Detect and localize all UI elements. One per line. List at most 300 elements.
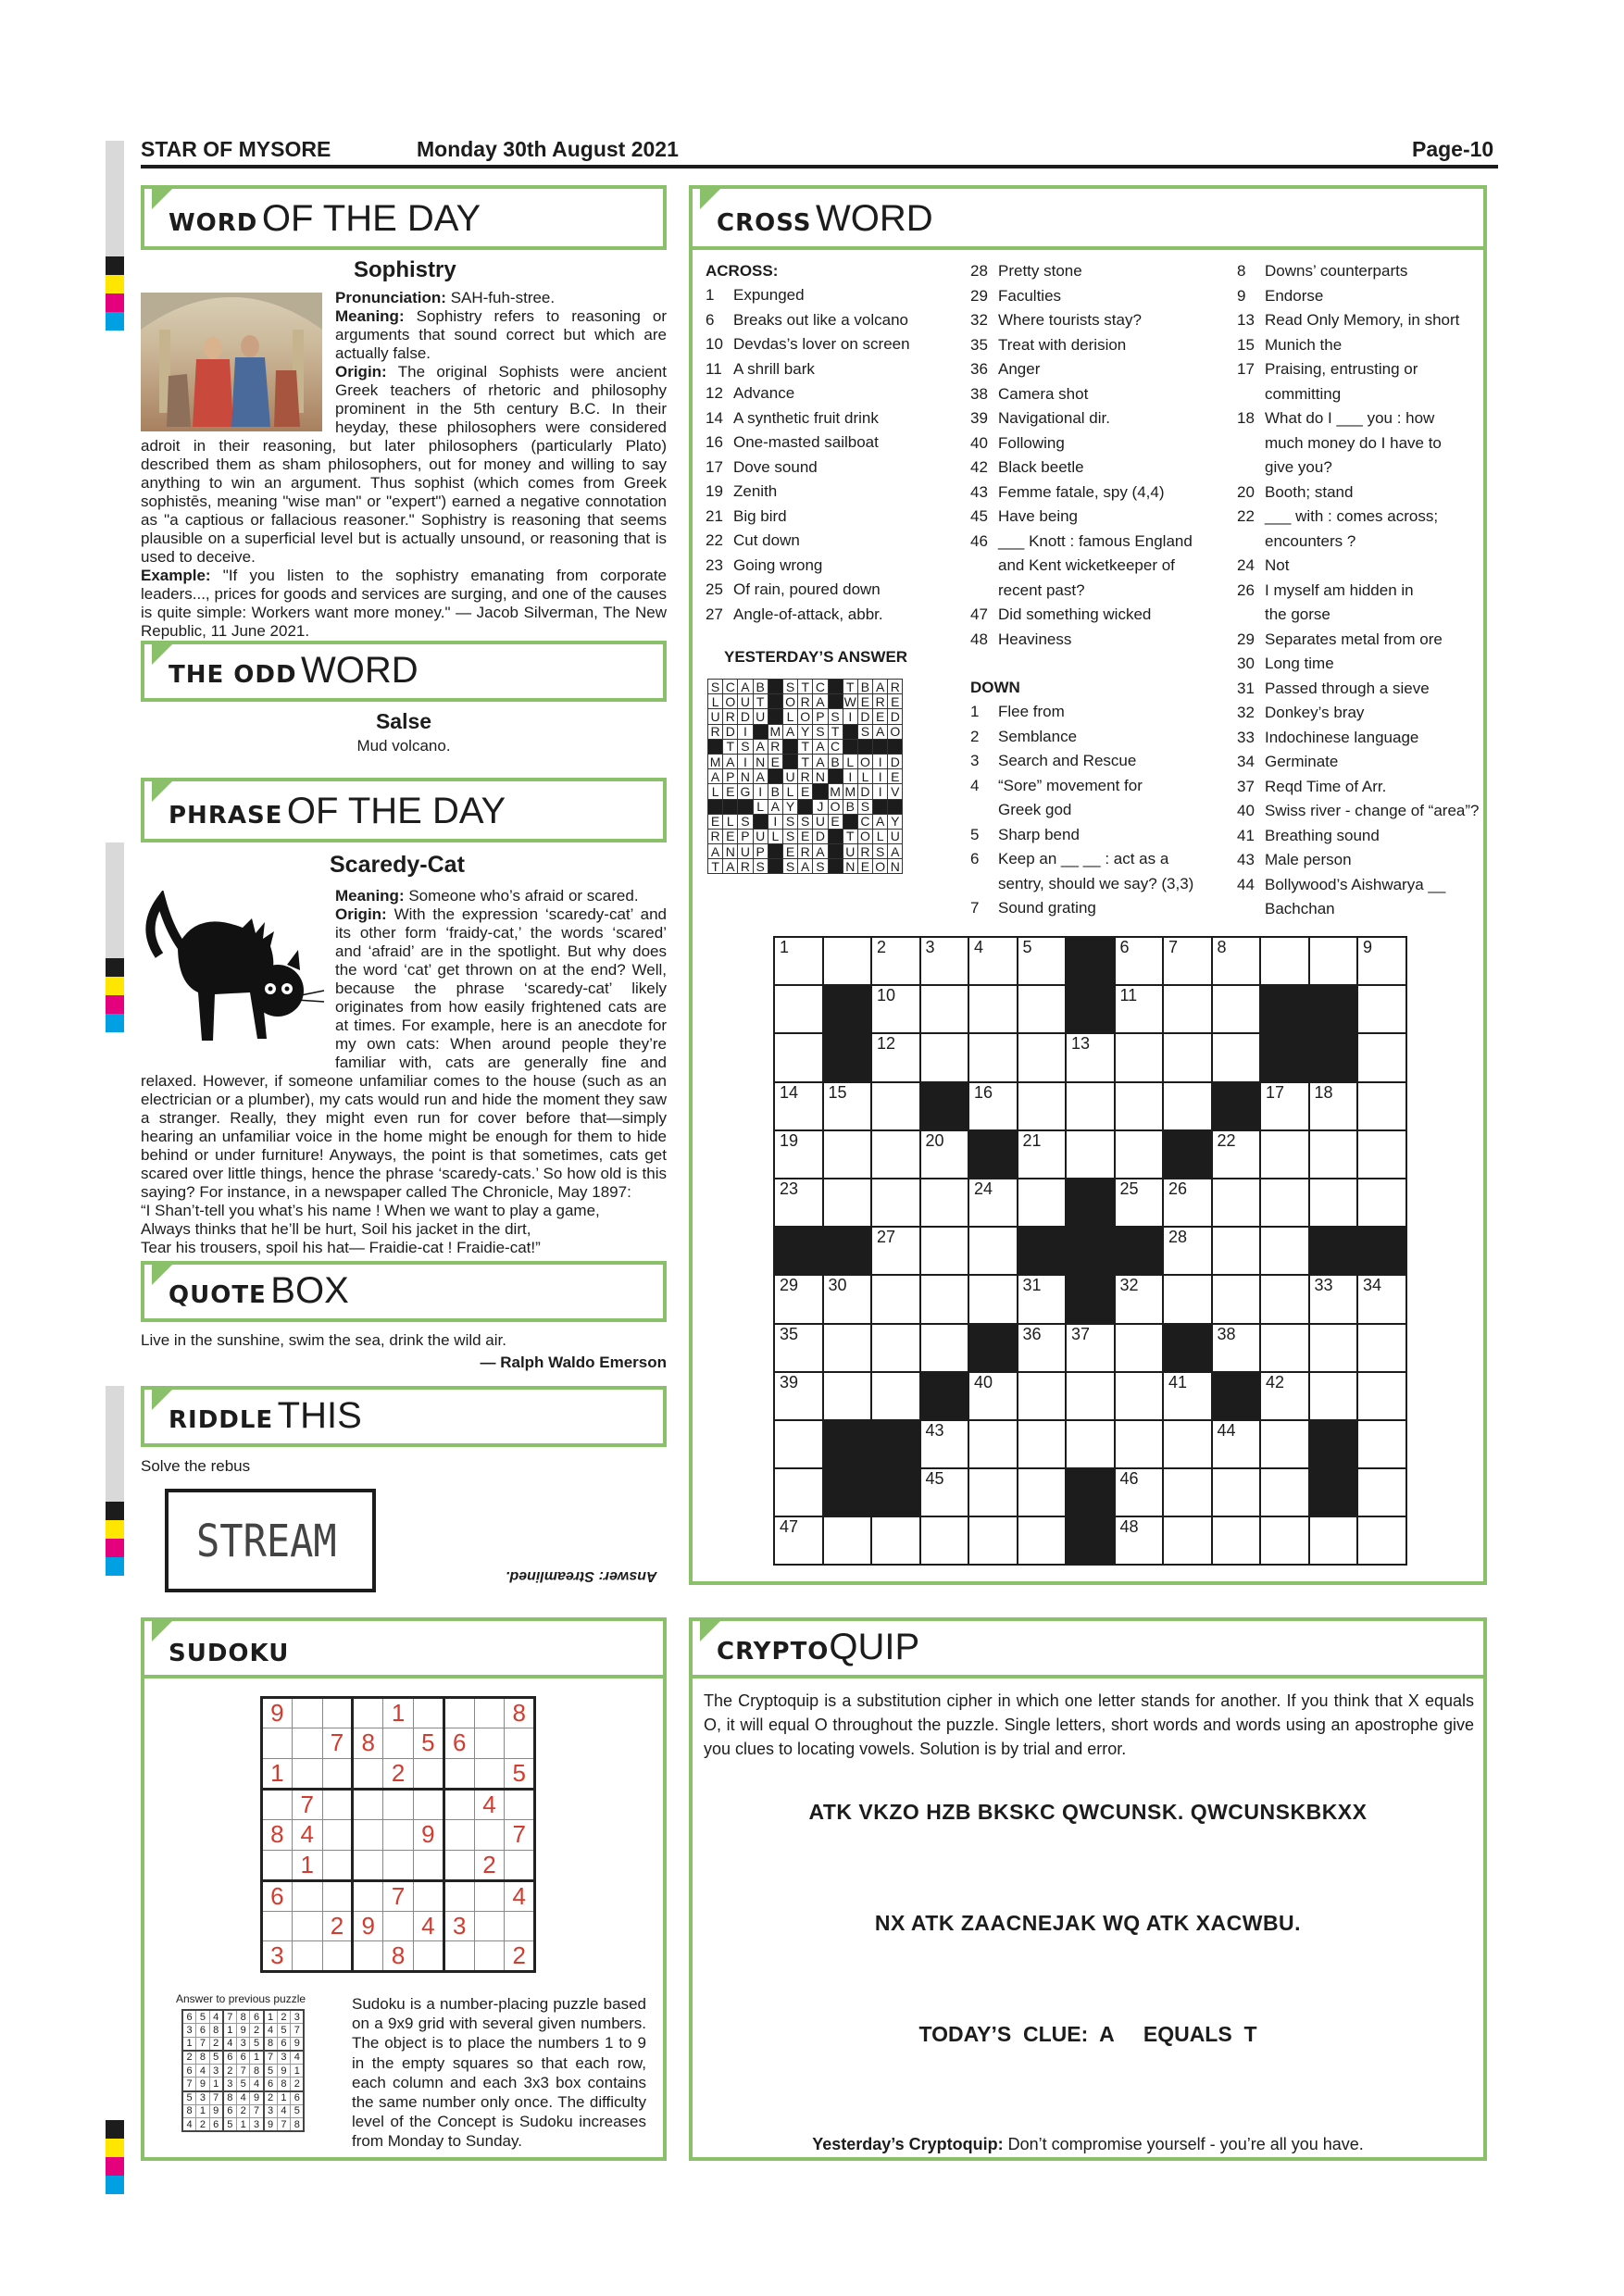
black-square — [968, 1130, 1018, 1179]
sudoku-cell[interactable] — [262, 1911, 293, 1941]
crossword-cell[interactable] — [1115, 1468, 1164, 1516]
answer-cell: A — [708, 844, 723, 859]
sudoku-cell: 2 — [383, 1758, 414, 1789]
crossword-cell[interactable] — [920, 1179, 969, 1227]
sudoku-cell[interactable] — [383, 1911, 414, 1941]
crossword-cell[interactable] — [920, 937, 969, 985]
crossword-cell[interactable] — [774, 1420, 823, 1468]
sudoku-cell[interactable] — [383, 1850, 414, 1880]
clue-text: Of rain, poured down — [733, 580, 881, 598]
sudoku-cell[interactable] — [474, 1758, 505, 1789]
crossword-cell[interactable] — [1163, 1468, 1212, 1516]
crossword-cell[interactable] — [1260, 1468, 1309, 1516]
sudoku-cell: 3 — [236, 2037, 250, 2051]
clue-number: 6 — [970, 850, 980, 867]
sudoku-cell[interactable] — [474, 1911, 505, 1941]
sudoku-cell[interactable] — [443, 1698, 474, 1728]
crossword-cell[interactable] — [1260, 1420, 1309, 1468]
answer-cell: P — [723, 769, 738, 784]
crossword-cell[interactable] — [1018, 1082, 1067, 1130]
sudoku-cell[interactable] — [443, 1850, 474, 1880]
crossword-cell[interactable] — [774, 1372, 823, 1420]
clue-text: Black beetle — [998, 458, 1084, 476]
sudoku-cell[interactable] — [353, 1758, 383, 1789]
answer-cell: E — [857, 859, 872, 874]
crossword-cell[interactable] — [1212, 1275, 1261, 1323]
answer-cell: S — [813, 859, 828, 874]
sudoku-cell: 1 — [383, 1698, 414, 1728]
sudoku-cell[interactable] — [353, 1880, 383, 1911]
crossword-cell[interactable] — [1212, 1033, 1261, 1081]
crossword-cell[interactable] — [920, 1468, 969, 1516]
crossword-cell[interactable] — [1115, 1033, 1164, 1081]
cell-number: 6 — [1119, 938, 1130, 956]
sudoku-cell[interactable] — [322, 1880, 353, 1911]
crossword-cell[interactable] — [1357, 1324, 1406, 1372]
label: Meaning: — [335, 307, 405, 325]
answer-cell: S — [813, 724, 828, 739]
cell-number: 30 — [828, 1276, 847, 1295]
crossword-cell[interactable] — [823, 1516, 872, 1565]
clue-text: Downs’ counterparts — [1265, 262, 1408, 280]
black-square — [843, 724, 857, 739]
sudoku-cell[interactable] — [292, 1880, 322, 1911]
cell-number: 43 — [925, 1420, 944, 1440]
sudoku-cell[interactable] — [292, 1941, 322, 1972]
crossword-cell[interactable] — [1357, 1372, 1406, 1420]
sudoku-cell: 6 — [182, 2064, 196, 2078]
crossword-cell[interactable] — [1115, 985, 1164, 1033]
crossword-cell[interactable] — [1163, 1420, 1212, 1468]
black-square — [1357, 1227, 1406, 1275]
answer-cell: E — [857, 694, 872, 709]
answer-cell: A — [723, 859, 738, 874]
crossword-cell[interactable] — [968, 1275, 1018, 1323]
section-title: QUOTE — [169, 1281, 267, 1309]
clue-number: 3 — [970, 752, 980, 769]
crossword-cell[interactable] — [1260, 937, 1309, 985]
crossword-cell[interactable] — [1018, 1468, 1067, 1516]
poem-line: Always thinks that he’ll be hurt, Soil his jacket in the dirt, — [141, 1220, 531, 1238]
clue — [1237, 824, 1479, 849]
clue-text: Male person — [1265, 851, 1352, 868]
crossword-cell[interactable] — [1260, 1516, 1309, 1565]
rebus-word: STREAM — [196, 1515, 337, 1567]
crossword-cell[interactable] — [1066, 1324, 1115, 1372]
crossword-cell[interactable] — [968, 985, 1018, 1033]
sudoku-cell: 1 — [262, 1758, 293, 1789]
crossword-cell[interactable] — [871, 1033, 920, 1081]
crossword-cell[interactable] — [1212, 1420, 1261, 1468]
sudoku-cell[interactable] — [413, 1880, 443, 1911]
crossword-cell[interactable] — [871, 1516, 920, 1565]
clue — [1237, 726, 1479, 751]
answer-cell: M — [843, 784, 857, 799]
label: Example: — [141, 567, 211, 584]
crossword-cell[interactable] — [968, 1420, 1018, 1468]
crossword-cell[interactable] — [968, 1372, 1018, 1420]
sudoku-cell[interactable] — [262, 1728, 293, 1759]
answer-cell: V — [888, 784, 903, 799]
crossword-cell[interactable] — [1066, 1033, 1115, 1081]
crossword-cell[interactable] — [1260, 1179, 1309, 1227]
sudoku-cell[interactable] — [262, 1850, 293, 1880]
answer-cell: Y — [798, 724, 813, 739]
clue-text: Read Only Memory, in short — [1265, 311, 1460, 329]
crossword-cell[interactable] — [1066, 1372, 1115, 1420]
crossword-cell[interactable] — [774, 1516, 823, 1565]
crossword-cell[interactable] — [774, 1082, 823, 1130]
sudoku-cell[interactable] — [413, 1758, 443, 1789]
sudoku-cell[interactable] — [353, 1941, 383, 1972]
crossword-cell[interactable] — [1309, 937, 1358, 985]
crossword-cell[interactable] — [968, 1516, 1018, 1565]
clue-text: Going wrong — [733, 555, 823, 574]
crossword-cell[interactable] — [1357, 1420, 1406, 1468]
crossword-cell[interactable] — [774, 1179, 823, 1227]
answer-cell: A — [738, 680, 753, 694]
crossword-cell[interactable] — [1357, 1033, 1406, 1081]
sudoku-cell[interactable] — [505, 1850, 535, 1880]
sudoku-cell[interactable] — [322, 1758, 353, 1789]
crossword-cell[interactable] — [968, 1179, 1018, 1227]
sudoku-cell[interactable] — [443, 1758, 474, 1789]
crossword-cell[interactable] — [920, 985, 969, 1033]
clue — [970, 847, 1193, 872]
sudoku-cell[interactable] — [292, 1698, 322, 1728]
crossword-cell[interactable] — [871, 1275, 920, 1323]
crossword-cell[interactable] — [1115, 1179, 1164, 1227]
crossword-cell[interactable] — [1115, 1324, 1164, 1372]
crossword-cell[interactable] — [920, 1130, 969, 1179]
clue — [1237, 677, 1479, 702]
crossword-cell[interactable] — [871, 1179, 920, 1227]
clue-text: A shrill bark — [733, 359, 815, 378]
crossword-cell[interactable] — [823, 1179, 872, 1227]
sudoku-cell[interactable] — [322, 1789, 353, 1819]
clue-text: Angle-of-attack, abbr. — [733, 605, 883, 623]
crossword-cell[interactable] — [871, 985, 920, 1033]
sudoku-cell[interactable] — [322, 1850, 353, 1880]
phrase-of-day: Scaredy-Cat — [330, 852, 465, 878]
crossword-cell[interactable] — [774, 1275, 823, 1323]
crossword-cell[interactable] — [1260, 1275, 1309, 1323]
crossword-cell[interactable] — [823, 1275, 872, 1323]
crossword-cell[interactable] — [1066, 1420, 1115, 1468]
crossword-cell[interactable] — [1309, 1372, 1358, 1420]
label: Yesterday’s Cryptoquip: — [812, 2135, 1004, 2153]
crossword-cell[interactable] — [1212, 1324, 1261, 1372]
sudoku-cell[interactable] — [443, 1941, 474, 1972]
crossword-cell[interactable] — [774, 985, 823, 1033]
sudoku-cell[interactable] — [292, 1728, 322, 1759]
sudoku-cell[interactable] — [322, 1698, 353, 1728]
crossword-cell[interactable] — [774, 937, 823, 985]
crossword-cell[interactable] — [1357, 1082, 1406, 1130]
clue — [706, 578, 910, 603]
crossword-grid — [773, 936, 1407, 1566]
crossword-cell[interactable] — [823, 1324, 872, 1372]
crossword-cell[interactable] — [1357, 985, 1406, 1033]
sudoku-cell[interactable] — [474, 1819, 505, 1850]
crossword-cell[interactable] — [1260, 1227, 1309, 1275]
sudoku-cell: 1 — [196, 2104, 210, 2118]
crossword-cell[interactable] — [774, 1130, 823, 1179]
sudoku-cell[interactable] — [292, 1911, 322, 1941]
cell-number: 22 — [1217, 1130, 1236, 1150]
black-square — [1260, 1033, 1309, 1081]
crossword-cell[interactable] — [1115, 937, 1164, 985]
crossword-cell[interactable] — [1115, 1130, 1164, 1179]
sudoku-cell: 8 — [182, 2104, 196, 2118]
crossword-cell[interactable] — [1357, 1516, 1406, 1565]
crossword-cell[interactable] — [1357, 937, 1406, 985]
crossword-cell[interactable] — [871, 1227, 920, 1275]
crossword-cell[interactable] — [1018, 1179, 1067, 1227]
crossword-cell[interactable] — [1018, 937, 1067, 985]
crossword-cell[interactable] — [1066, 1082, 1115, 1130]
crossword-cell[interactable] — [1163, 1227, 1212, 1275]
answer-cell: I — [738, 754, 753, 768]
sudoku-cell[interactable] — [413, 1789, 443, 1819]
sudoku-cell[interactable] — [353, 1819, 383, 1850]
crossword-cell[interactable] — [920, 1516, 969, 1565]
crossword-cell[interactable] — [1115, 1082, 1164, 1130]
crossword-cell[interactable] — [774, 1468, 823, 1516]
crossword-cell[interactable] — [1163, 1082, 1212, 1130]
crossword-cell[interactable] — [1260, 1372, 1309, 1420]
color-registration-mark — [106, 2120, 124, 2194]
answer-cell: T — [753, 694, 768, 709]
crossword-cell[interactable] — [871, 937, 920, 985]
crossword-cell[interactable] — [1018, 1324, 1067, 1372]
crossword-cell[interactable] — [1212, 1516, 1261, 1565]
crossword-cell[interactable] — [1018, 1033, 1067, 1081]
answer-cell: I — [843, 709, 857, 724]
clue — [706, 505, 910, 530]
sudoku-cell: 6 — [291, 2091, 305, 2105]
sudoku-cell[interactable] — [474, 1698, 505, 1728]
crossword-cell[interactable] — [871, 1372, 920, 1420]
sudoku-cell[interactable] — [413, 1941, 443, 1972]
crossword-cell[interactable] — [1163, 1372, 1212, 1420]
crossword-cell[interactable] — [1163, 937, 1212, 985]
clue-text: Flee from — [998, 703, 1065, 720]
crossword-cell[interactable] — [1212, 1130, 1261, 1179]
sudoku-cell[interactable] — [262, 1789, 293, 1819]
crossword-cell[interactable] — [1018, 985, 1067, 1033]
answer-cell: L — [873, 829, 888, 843]
crossword-cell[interactable] — [1163, 1179, 1212, 1227]
sudoku-cell[interactable] — [322, 1941, 353, 1972]
clue-text: recent past? — [998, 580, 1085, 599]
crossword-cell[interactable] — [968, 1082, 1018, 1130]
clue-text: committing — [1265, 384, 1342, 403]
crossword-cell[interactable] — [823, 1082, 872, 1130]
crossword-cell[interactable] — [1357, 1179, 1406, 1227]
black-square — [768, 694, 782, 709]
sudoku-cell[interactable] — [505, 1728, 535, 1759]
cryptoquip-yesterday — [689, 2135, 1487, 2154]
crossword-cell[interactable] — [1018, 1130, 1067, 1179]
clue — [970, 749, 1193, 774]
crossword-cell[interactable] — [871, 1324, 920, 1372]
crossword-cell[interactable] — [920, 1420, 969, 1468]
sudoku-cell[interactable] — [443, 1819, 474, 1850]
answer-cell: B — [768, 784, 782, 799]
sudoku-cell[interactable] — [353, 1850, 383, 1880]
crossword-cell[interactable] — [1115, 1275, 1164, 1323]
clue — [706, 308, 910, 333]
sudoku-cell[interactable] — [353, 1698, 383, 1728]
crossword-cell[interactable] — [1260, 1130, 1309, 1179]
sudoku-cell: 6 — [196, 2024, 210, 2038]
crossword-cell[interactable] — [1163, 1275, 1212, 1323]
answer-cell: S — [798, 814, 813, 829]
answer-cell: E — [768, 754, 782, 768]
sudoku-cell[interactable] — [443, 1789, 474, 1819]
answer-cell: B — [857, 680, 872, 694]
crossword-cell[interactable] — [920, 1324, 969, 1372]
crossword-cell[interactable] — [1309, 1082, 1358, 1130]
clue-number: 47 — [970, 605, 988, 623]
answer-cell: A — [813, 844, 828, 859]
crossword-cell[interactable] — [823, 1372, 872, 1420]
crossword-cell[interactable] — [871, 1130, 920, 1179]
clue-text: Booth; stand — [1265, 482, 1354, 501]
sudoku-cell[interactable] — [292, 1758, 322, 1789]
clue-text: Bollywood’s Aishwarya __ — [1265, 875, 1446, 893]
crossword-cell[interactable] — [1309, 1324, 1358, 1372]
sudoku-cell: 3 — [209, 2064, 223, 2078]
crossword-cell[interactable] — [1260, 1324, 1309, 1372]
sudoku-cell: 9 — [250, 2091, 264, 2105]
clue — [1237, 480, 1479, 505]
answer-cell: R — [708, 829, 723, 843]
clue-text: Expunged — [733, 286, 805, 304]
crossword-cell[interactable] — [920, 1033, 969, 1081]
section-title: WORD — [169, 209, 258, 237]
crossword-cell[interactable] — [968, 1468, 1018, 1516]
answer-cell: D — [888, 754, 903, 768]
clue-text: Germinate — [1265, 753, 1339, 770]
sudoku-cell[interactable] — [505, 1911, 535, 1941]
crossword-cell[interactable] — [1163, 1033, 1212, 1081]
crossword-cell[interactable] — [1018, 1372, 1067, 1420]
clue — [706, 455, 910, 480]
crossword-cell[interactable] — [1212, 985, 1261, 1033]
crossword-cell[interactable] — [968, 1033, 1018, 1081]
clue-number: 42 — [970, 458, 988, 476]
sudoku-cell: 5 — [250, 2037, 264, 2051]
black-square — [1066, 1516, 1115, 1565]
sudoku-cell[interactable] — [443, 1880, 474, 1911]
crossword-cell[interactable] — [920, 1227, 969, 1275]
clue — [970, 382, 1193, 407]
sudoku-cell[interactable] — [383, 1728, 414, 1759]
crossword-cell[interactable] — [1212, 1227, 1261, 1275]
sudoku-cell[interactable] — [322, 1819, 353, 1850]
answer-cell: P — [738, 829, 753, 843]
sudoku-cell: 5 — [182, 2091, 196, 2105]
crossword-cell[interactable] — [968, 937, 1018, 985]
sudoku-cell[interactable] — [353, 1789, 383, 1819]
crossword-cell[interactable] — [1066, 1130, 1115, 1179]
crossword-cell[interactable] — [1309, 1516, 1358, 1565]
crossword-cell[interactable] — [823, 937, 872, 985]
answer-cell: S — [708, 680, 723, 694]
clue-text: Treat with derision — [998, 335, 1127, 354]
crossword-cell[interactable] — [1212, 1179, 1261, 1227]
sudoku-cell: 4 — [196, 2064, 210, 2078]
crossword-cell[interactable] — [823, 1130, 872, 1179]
answer-cell: I — [873, 754, 888, 768]
clue-text: Praising, entrusting or — [1265, 360, 1418, 378]
sudoku-cell[interactable] — [505, 1789, 535, 1819]
crossword-cell[interactable] — [1115, 1516, 1164, 1565]
crossword-cell[interactable] — [920, 1275, 969, 1323]
clue-text: Have being — [998, 507, 1079, 525]
crossword-cell[interactable] — [1115, 1420, 1164, 1468]
crossword-cell[interactable] — [774, 1324, 823, 1372]
black-square — [828, 844, 843, 859]
crossword-cell[interactable] — [1115, 1372, 1164, 1420]
crossword-cell[interactable] — [1163, 1516, 1212, 1565]
crossword-cell[interactable] — [1212, 1468, 1261, 1516]
sudoku-cell[interactable] — [474, 1728, 505, 1759]
black-square — [753, 724, 768, 739]
crossword-cell[interactable] — [1163, 985, 1212, 1033]
sudoku-cell: 2 — [223, 2064, 237, 2078]
clue-text: Camera shot — [998, 384, 1089, 403]
crossword-cell[interactable] — [1309, 1275, 1358, 1323]
sudoku-cell[interactable] — [413, 1698, 443, 1728]
clue-number: 40 — [970, 433, 988, 452]
crossword-cell[interactable] — [1260, 1082, 1309, 1130]
cell-number: 21 — [1022, 1130, 1042, 1150]
sudoku-cell[interactable] — [383, 1819, 414, 1850]
clue-text: Anger — [998, 360, 1041, 378]
crossword-cell[interactable] — [871, 1082, 920, 1130]
section-title: BOX — [270, 1270, 349, 1311]
crossword-cell[interactable] — [1357, 1468, 1406, 1516]
answer-cell: C — [723, 680, 738, 694]
crossword-cell[interactable] — [1018, 1420, 1067, 1468]
crossword-cell[interactable] — [1357, 1130, 1406, 1179]
crossword-cell[interactable] — [1018, 1275, 1067, 1323]
black-square — [857, 739, 872, 754]
crossword-cell[interactable] — [1309, 1179, 1358, 1227]
across-clues-col2 — [970, 259, 1193, 652]
crossword-cell[interactable] — [1018, 1516, 1067, 1565]
crossword-cell[interactable] — [1309, 1130, 1358, 1179]
sudoku-cell: 9 — [262, 1698, 293, 1728]
sudoku-cell: 1 — [291, 2064, 305, 2078]
answer-cell: S — [857, 724, 872, 739]
crossword-cell[interactable] — [1357, 1275, 1406, 1323]
clue-number: 9 — [1237, 286, 1246, 305]
sudoku-cell[interactable] — [474, 1941, 505, 1972]
crossword-cell[interactable] — [1212, 937, 1261, 985]
sudoku-cell[interactable] — [383, 1789, 414, 1819]
sudoku-cell[interactable] — [413, 1850, 443, 1880]
sudoku-cell[interactable] — [474, 1880, 505, 1911]
cell-number: 38 — [1217, 1324, 1236, 1343]
crossword-cell[interactable] — [968, 1227, 1018, 1275]
clue — [706, 554, 910, 579]
cell-number: 34 — [1363, 1276, 1382, 1295]
crossword-cell[interactable] — [774, 1033, 823, 1081]
